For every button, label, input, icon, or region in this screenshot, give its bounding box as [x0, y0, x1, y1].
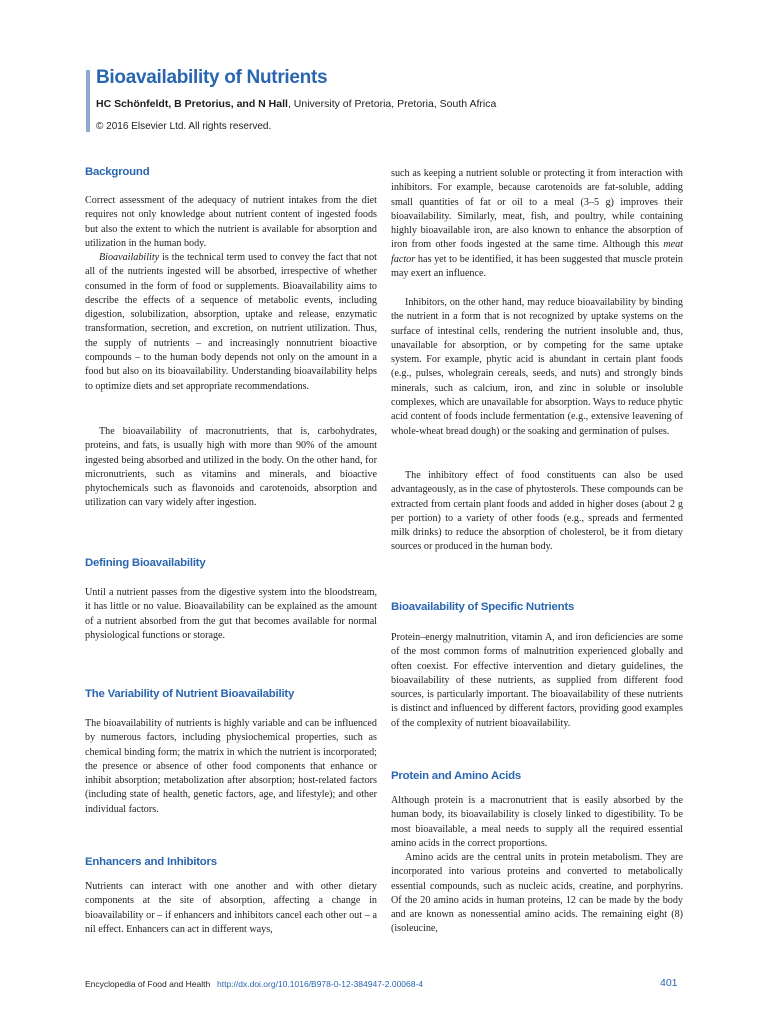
- heading-specific-nutrients: Bioavailability of Specific Nutrients: [391, 601, 575, 613]
- authors-line: [96, 98, 496, 110]
- affiliation: , University of Pretoria, Pretoria, South Africa: [287, 98, 497, 110]
- paragraph-enhancers-continued: [391, 167, 683, 281]
- paragraph-enhancers-continued-text: such as keeping a nutrient soluble or protecting it from interaction with inhibitors. For example, because carotenoids are fat-soluble, adding small quantities of fat or oil to a meal (3–5 g) improves their bioavailability. Similarly, meat, fish, and poultry, while containing highly bioavailable iron, are also known to enhance the absorption of iron from other foods ingested at the same time. Although this: [391, 168, 683, 251]
- heading-defining-bioavailability: Defining Bioavailability: [85, 557, 206, 569]
- term-meat-factor: meat factor: [391, 239, 683, 265]
- paragraph-variability: The bioavailability of nutrients is highly variable and can be influenced by numerous factors, including physiochemical properties, such as chemical binding form; the matrix in which the nutrient is incorporated; the presence or absence of other food components that enhance or inhibit absorption; metabolization after absorption; host-related factors (including state of health, genetic factors, age, and lifestyle); and other individual factors.: [85, 718, 377, 815]
- page-number: 401: [660, 977, 678, 989]
- paragraph-protein-2: Amino acids are the central units in protein metabolism. They are incorporated into various proteins and converted to metabolically essential compounds, such as nucleic acids, creatine, and porphyrins. Of the 20 amino acids in human proteins, 12 can be made by the body and are known as nonessential amino acids. The remaining eight (8) (isoleucine,: [391, 852, 683, 935]
- heading-protein-amino-acids: Protein and Amino Acids: [391, 770, 521, 782]
- paragraph-defining: Until a nutrient passes from the digestive system into the bloodstream, it has little or no value. Bioavailability can be explained as the amount of a nutrient absorbed from the gut that becomes available for normal physiological functions or storage.: [85, 587, 377, 641]
- copyright-notice: © 2016 Elsevier Ltd. All rights reserved.: [96, 121, 272, 132]
- term-bioavailability: Bioavailability: [99, 252, 160, 263]
- paragraph-specific-nutrients: Protein–energy malnutrition, vitamin A, and iron deficiencies are some of the most common forms of malnutrition experienced globally and often coexist. For effective intervention and dietary guidelines, the bioavailability of these nutrients, as supplied from different food sources, is particularly important. The bioavailability of these nutrients is distinct and influenced by different factors, providing good examples of the complexity of nutrient bioavailability.: [391, 632, 683, 729]
- paragraph-background-2: [85, 251, 377, 394]
- footer-doi-link[interactable]: http://dx.doi.org/10.1016/B978-0-12-384947-2.00068-4: [217, 979, 424, 989]
- footer-journal-name: Encyclopedia of Food and Health: [85, 979, 211, 989]
- heading-variability: The Variability of Nutrient Bioavailability: [85, 688, 295, 700]
- heading-enhancers-inhibitors: Enhancers and Inhibitors: [85, 856, 217, 868]
- paragraph-background-3: The bioavailability of macronutrients, that is, carbohydrates, proteins, and fats, is usually high with more than 90% of the amount ingested being absorbed and utilized in the body. On the other hand, for micronutrients, such as vitamins and minerals, and bioactive phytochemicals such as flavonoids and carotenoids, absorption and utilization can vary widely after ingestion.: [85, 426, 377, 509]
- paragraph-enhancers: Nutrients can interact with one another and with other dietary components at the site of absorption, affecting a change in bioavailability or – if enhancers and inhibitors cancel each other out – a nil effect. Enhancers can act in different ways,: [85, 881, 377, 935]
- author-names: HC Schönfeldt, B Pretorius, and N Hall: [96, 98, 288, 110]
- paragraph-protein-1: Although protein is a macronutrient that is easily absorbed by the human body, its bioavailability is closely linked to digestibility. To be most bioavailable, a meal needs to supply all the required essential amino acids in the correct proportions.: [391, 795, 683, 849]
- paragraph-background-1: Correct assessment of the adequacy of nutrient intakes from the diet requires not only knowledge about nutrient content of ingested foods but also the extent to which the nutrient is available for absorption and utilization in the human body.: [85, 195, 377, 249]
- paragraph-background-2-text: is the technical term used to convey the fact that not all of the nutrients ingested will be absorbed, irrespective of whether consumed in the form of food or supplements. Bioavailability aims to describe the effects of a sequence of metabolic events, including digestion, solubilization, absorption, uptake and release, enzymatic transformation, secretion, and excretion, on nutrient utilization. Thus, the supply of nutrients – and increasingly nonnutrient bioactive compounds – to the human body depends not only on the amount in a food but also on its bioavailability. Understanding bioavailability helps to optimize diets and set appropriate recommendations.: [85, 252, 377, 392]
- title-accent-bar: [86, 70, 90, 132]
- paragraph-inhibitors: Inhibitors, on the other hand, may reduce bioavailability by binding the nutrient in a form that is not recognized by uptake systems on the surface of intestinal cells, rendering the nutrient insoluble and, thus, unavailable for absorption, or by competing for the same uptake system. For example, phytic acid is abundant in certain plant foods (e.g., pulses, wholegrain cereals, seeds, and nuts) and strongly binds minerals, such as calcium, iron, and zinc in soluble or insoluble complexes, which are unavailable for absorption. Ways to reduce phytic acid content of foods include fermentation (e.g., extensive leavening of whole-wheat bread dough) or the soaking and germination of pulses.: [391, 297, 683, 437]
- paragraph-inhibitory-effect: The inhibitory effect of food constituents can also be used advantageously, as in the case of phytosterols. These compounds can be extracted from certain plant foods and added in higher doses (about 2 g per portion) to a variety of other foods (e.g., spreads and fermented milk drinks) to reduce the absorption of cholesterol, be it from dietary sources or produced in the human body.: [391, 470, 683, 553]
- heading-background: Background: [85, 166, 150, 178]
- paragraph-enhancers-continued-end: has yet to be identified, it has been suggested that muscle protein may exert an influence.: [391, 253, 683, 280]
- article-title: Bioavailability of Nutrients: [96, 67, 328, 88]
